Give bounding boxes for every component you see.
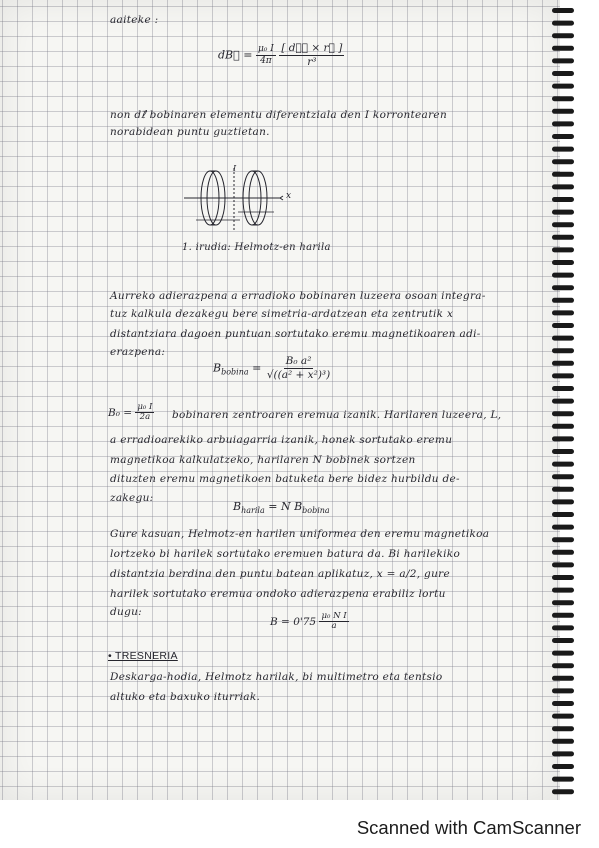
- equation-final: [270, 612, 349, 632]
- spiral-ring: [552, 222, 574, 227]
- fraction-numerator: μ₀ I: [137, 402, 153, 412]
- spiral-ring: [552, 386, 574, 391]
- spiral-ring: [552, 751, 574, 756]
- spiral-ring: [552, 336, 574, 341]
- figure-caption: 1. irudia: Helmotz-en harila: [182, 242, 331, 253]
- text-line: distantzia berdina den puntu batean aplikatuz, x = a/2, gure: [110, 568, 450, 580]
- fraction-numerator: B₀ a²: [285, 355, 312, 367]
- spiral-ring: [552, 184, 574, 189]
- spiral-ring: [552, 121, 574, 126]
- spiral-ring: [552, 512, 574, 517]
- fraction-denominator: 2a: [139, 412, 151, 423]
- fraction: [135, 403, 154, 423]
- spiral-ring: [552, 373, 574, 378]
- spiral-ring: [552, 84, 574, 89]
- spiral-ring: [552, 361, 574, 366]
- spiral-ring: [552, 323, 574, 328]
- spiral-ring: [552, 298, 574, 303]
- spiral-ring: [552, 46, 574, 51]
- spiral-ring: [552, 247, 574, 252]
- spiral-ring: [552, 197, 574, 202]
- spiral-ring: [552, 399, 574, 404]
- fraction-denominator: 4π: [260, 55, 272, 66]
- spiral-ring: [552, 411, 574, 416]
- spiral-ring: [552, 172, 574, 177]
- equation-b-harila: [233, 500, 330, 515]
- text-line: lortzeko bi harilek sortutako eremuen batura da. Bi harilekiko: [110, 548, 461, 560]
- spiral-ring: [552, 525, 574, 530]
- equals-sign: =: [252, 361, 262, 375]
- spiral-ring: [552, 71, 574, 76]
- equation-lhs: dB⃗ =: [218, 48, 253, 62]
- spiral-ring: [552, 676, 574, 681]
- text-line: erazpena:: [110, 346, 166, 358]
- spiral-ring: [552, 474, 574, 479]
- fraction-numerator: [ dℓ⃗ × r⃗ ]: [281, 42, 343, 54]
- spiral-ring: [552, 260, 574, 265]
- spiral-ring: [552, 613, 574, 618]
- spiral-ring: [552, 58, 574, 63]
- equation-b0: [108, 403, 154, 423]
- spiral-ring: [552, 424, 574, 429]
- spiral-ring: [552, 109, 574, 114]
- equation-b-bobina: [213, 356, 332, 381]
- spiral-ring: [552, 21, 574, 26]
- text-line: tuz kalkula dezakegu bere simetria-ardatzean eta zentrutik x: [110, 308, 454, 320]
- spiral-ring: [552, 663, 574, 668]
- spiral-ring: [552, 688, 574, 693]
- text-line: zakegu:: [110, 492, 154, 504]
- spiral-ring: [552, 159, 574, 164]
- equation-lhs: B₀ =: [108, 407, 133, 420]
- spiral-ring: [552, 436, 574, 441]
- spiral-ring: [552, 651, 574, 656]
- spiral-ring: [552, 764, 574, 769]
- equation-subscript: bobina: [302, 506, 330, 516]
- text-line: dituzten eremu magnetikoen batuketa bere bidez hurbildu de-: [110, 473, 460, 485]
- fraction: [265, 356, 332, 381]
- text-line: Deskarga-hodia, Helmotz harilak, bi multimetro eta tentsio: [110, 671, 443, 683]
- spiral-ring: [552, 575, 574, 580]
- spiral-ring: [552, 33, 574, 38]
- figure-label: I: [233, 164, 237, 173]
- spiral-ring: [552, 726, 574, 731]
- spiral-ring: [552, 235, 574, 240]
- spiral-ring: [552, 625, 574, 630]
- spiral-ring: [552, 285, 574, 290]
- spiral-ring: [552, 701, 574, 706]
- figure-axis-label: x: [286, 191, 292, 201]
- spiral-ring: [552, 588, 574, 593]
- text-line: a erradioarekiko arbuiagarria izanik, honek sortutako eremu: [110, 434, 453, 446]
- spiral-ring: [552, 487, 574, 492]
- spiral-binding: [548, 0, 578, 800]
- spiral-ring: [552, 449, 574, 454]
- text-line: norabidean puntu guztietan.: [110, 126, 270, 138]
- text-line: Gure kasuan, Helmotz-en harilen uniformea den eremu magnetikoa: [110, 528, 490, 540]
- equation-lhs: B = 0'75: [270, 616, 317, 629]
- spiral-ring: [552, 462, 574, 467]
- text-line: Aurreko adierazpena a erradioko bobinaren luzeera osoan integra-: [110, 290, 486, 302]
- fraction: [319, 612, 348, 632]
- fraction-numerator: μ₀ I: [257, 43, 274, 54]
- equation-lhs: B: [233, 500, 242, 513]
- fraction-denominator: r³: [307, 55, 317, 68]
- spiral-ring: [552, 739, 574, 744]
- spiral-ring: [552, 600, 574, 605]
- fraction: [279, 43, 344, 68]
- text-line: harilek sortutako eremua ondoko adierazpena erabiliz lortu: [110, 588, 446, 600]
- equation-lhs: B: [213, 361, 222, 375]
- spiral-ring: [552, 96, 574, 101]
- section-heading: • TRESNERIA: [108, 650, 178, 662]
- camscanner-watermark: Scanned with CamScanner: [356, 817, 581, 838]
- spiral-ring: [552, 562, 574, 567]
- spiral-ring: [552, 499, 574, 504]
- spiral-ring: [552, 348, 574, 353]
- spiral-ring: [552, 777, 574, 782]
- spiral-ring: [552, 134, 574, 139]
- helmholtz-coil-figure: [182, 160, 332, 240]
- text-line: bobinaren zentroaren eremua izanik. Harilaren luzeera, L,: [172, 409, 502, 421]
- fraction-denominator: √((a² + x²)³): [266, 368, 331, 381]
- text-line: non dℓ⃗ bobinaren elementu diferentziala den I korrontearen: [110, 109, 448, 121]
- spiral-ring: [552, 147, 574, 152]
- spiral-ring: [552, 273, 574, 278]
- text-line: dugu:: [110, 606, 143, 618]
- spiral-ring: [552, 310, 574, 315]
- text-line: aaiteke :: [110, 14, 159, 26]
- spiral-ring: [552, 8, 574, 13]
- spiral-ring: [552, 537, 574, 542]
- equation-subscript: bobina: [221, 367, 249, 377]
- fraction-numerator: μ₀ N I: [321, 611, 347, 621]
- fraction-denominator: a: [331, 621, 337, 632]
- text-line: distantziara dagoen puntuan sortutako eremu magnetikoaren adi-: [110, 328, 481, 340]
- text-line: altuko eta baxuko iturriak.: [110, 691, 261, 703]
- text-line: magnetikoa kalkulatzeko, harilaren N bobinek sortzen: [110, 454, 416, 466]
- spiral-ring: [552, 550, 574, 555]
- spiral-ring: [552, 638, 574, 643]
- equation-subscript: harila: [241, 506, 265, 516]
- spiral-ring: [552, 789, 574, 794]
- equation-rhs: = N B: [268, 500, 303, 513]
- fraction: [256, 45, 276, 66]
- equation-biot-savart: [218, 43, 344, 68]
- spiral-ring: [552, 210, 574, 215]
- spiral-ring: [552, 714, 574, 719]
